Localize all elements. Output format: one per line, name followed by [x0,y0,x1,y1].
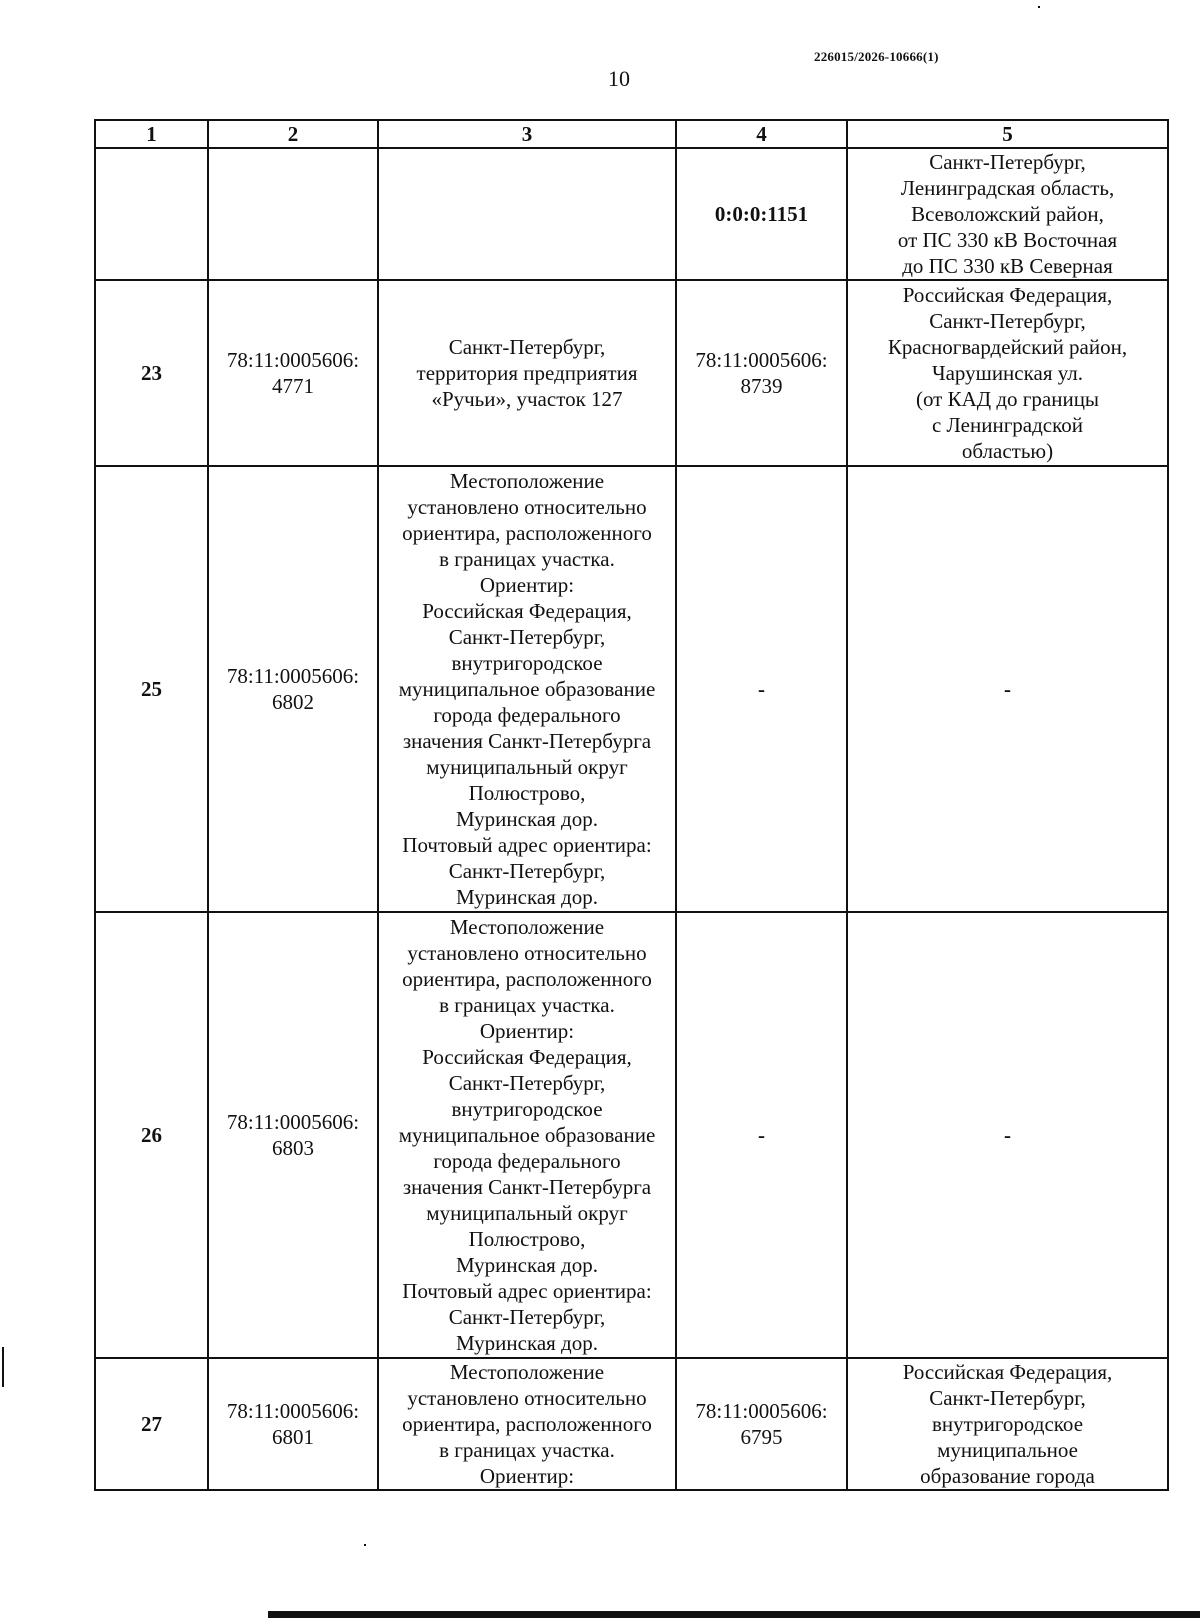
address-line: значения Санкт-Петербурга [402,1175,652,1199]
scan-speck [2,1347,4,1387]
cadastral-number-cell [208,1358,378,1490]
address-line: Санкт-Петербург, [448,859,606,883]
land-plots-table [94,119,1169,1491]
address-line: муниципальное образование [398,677,656,701]
table-body [95,148,1168,1490]
address-line: Муринская дор. [456,1253,598,1277]
cadastral-number-line: 4771 [272,374,314,398]
address-line: Ориентир: [479,573,575,597]
cadastral-number-line: 6803 [272,1136,314,1160]
address-line: установлено относительно [407,495,647,519]
location-line: Красногвардейский район, [887,335,1128,359]
location-line: до ПС 330 кВ Северная [902,254,1113,278]
address-line: Местоположение [449,915,605,939]
address-line: Полюстрово, [468,1227,586,1251]
row-number-cell: 25 [95,466,208,912]
column-header-2: 2 [208,120,378,148]
location-cell [847,1358,1168,1490]
address-line: Местоположение [449,1360,605,1384]
address-line: Российская Федерация, [422,599,632,623]
address-cell [378,148,676,280]
address-line: города федерального [433,1149,621,1173]
table-row [95,1358,1168,1490]
cadastral-number-cell [208,912,378,1358]
address-line: Санкт-Петербург, [448,1305,606,1329]
address-line: Муринская дор. [456,885,598,909]
address-line: Ориентир: [479,1464,575,1488]
address-line: Санкт-Петербург, [448,625,606,649]
land-plot-number-cell [676,466,847,912]
address-line: внутригородское [451,1097,603,1121]
land-plot-number-line: - [758,677,765,701]
land-plot-number-line: - [758,1123,765,1147]
column-number-row [95,120,1168,148]
document-registration-number: 226015/2026-10666(1) [814,49,939,64]
address-line: муниципальное образование [398,1123,656,1147]
cadastral-number-line: 6801 [272,1425,314,1449]
address-cell [378,912,676,1358]
address-line: Полюстрово, [468,781,586,805]
address-line: в границах участка. [439,993,615,1017]
land-plot-number-cell [676,280,847,466]
address-cell [378,466,676,912]
location-cell [847,148,1168,280]
page-number: 10 [608,66,630,91]
address-line: муниципальный округ [426,755,628,779]
land-plot-number-line: 78:11:0005606: [695,1399,828,1423]
location-line: Санкт-Петербург, [929,309,1086,333]
cadastral-number-line: 6802 [272,690,314,714]
address-line: внутригородское [451,651,603,675]
address-line: значения Санкт-Петербурга [402,729,652,753]
location-line: с Ленинградской [931,413,1084,437]
address-cell [378,280,676,466]
address-line: установлено относительно [407,941,647,965]
address-line: Почтовый адрес ориентира: [402,1279,652,1303]
address-line: Ориентир: [479,1019,575,1043]
land-plot-number-line: 8739 [740,374,783,398]
scan-bottom-edge [268,1611,1200,1618]
address-line: Муринская дор. [456,807,598,831]
cadastral-number-line: 78:11:0005606: [226,1399,360,1423]
address-line: Санкт-Петербург, [448,335,606,359]
land-plot-number-cell [676,1358,847,1490]
address-line: ориентира, расположенного [402,521,652,545]
cadastral-number-cell [208,466,378,912]
row-number-cell [95,148,208,280]
location-line: образование города [920,1464,1095,1488]
address-line: города федерального [433,703,621,727]
column-header-1: 1 [95,120,208,148]
address-line: Почтовый адрес ориентира: [402,833,652,857]
address-line: Муринская дор. [456,1331,598,1355]
table-row [95,912,1168,1358]
address-line: установлено относительно [407,1386,647,1410]
address-line: ориентира, расположенного [402,967,652,991]
land-plot-number-line: 0:0:0:1151 [714,202,809,226]
cadastral-number-line: 78:11:0005606: [226,1110,360,1134]
cadastral-number-cell [208,280,378,466]
location-line: от ПС 330 кВ Восточная [897,228,1118,252]
location-cell [847,912,1168,1358]
table-row [95,148,1168,280]
location-line: - [1004,1123,1011,1147]
location-line: Всеволожский район, [911,202,1104,226]
address-line: в границах участка. [439,547,615,571]
address-line: в границах участка. [439,1438,615,1462]
location-cell [847,280,1168,466]
address-line: «Ручьи», участок 127 [431,387,623,411]
row-number-cell: 23 [95,280,208,466]
land-plot-number-cell [676,148,847,280]
address-line: территория предприятия [416,361,638,385]
address-line: Санкт-Петербург, [448,1071,606,1095]
table-row [95,280,1168,466]
cadastral-number-line: 78:11:0005606: [226,664,360,688]
location-line: Российская Федерация, [902,283,1113,307]
location-line: (от КАД до границы [915,387,1100,411]
scan-speck [1038,6,1040,8]
address-line: Местоположение [449,469,605,493]
location-cell [847,466,1168,912]
location-line: муниципальное [937,1438,1078,1462]
row-number-cell: 27 [95,1358,208,1490]
column-header-5: 5 [847,120,1168,148]
address-cell [378,1358,676,1490]
column-header-3: 3 [378,120,676,148]
table-row [95,466,1168,912]
address-line: ориентира, расположенного [402,1412,652,1436]
address-line: муниципальный округ [426,1201,628,1225]
location-line: - [1004,677,1011,701]
location-line: Санкт-Петербург, [929,150,1086,174]
land-plot-number-line: 78:11:0005606: [695,348,828,372]
location-line: внутригородское [931,1412,1084,1436]
location-line: Санкт-Петербург, [929,1386,1086,1410]
land-plot-number-cell [676,912,847,1358]
address-line: Российская Федерация, [422,1045,632,1069]
location-line: Чарушинская ул. [931,361,1084,385]
scan-speck [364,1544,366,1546]
column-header-4: 4 [676,120,847,148]
row-number-cell: 26 [95,912,208,1358]
cadastral-number-line: 78:11:0005606: [226,348,360,372]
location-line: Российская Федерация, [902,1360,1113,1384]
location-line: Ленинградская область, [900,176,1115,200]
location-line: областью) [961,439,1054,463]
land-plot-number-line: 6795 [740,1425,783,1449]
cadastral-number-cell [208,148,378,280]
